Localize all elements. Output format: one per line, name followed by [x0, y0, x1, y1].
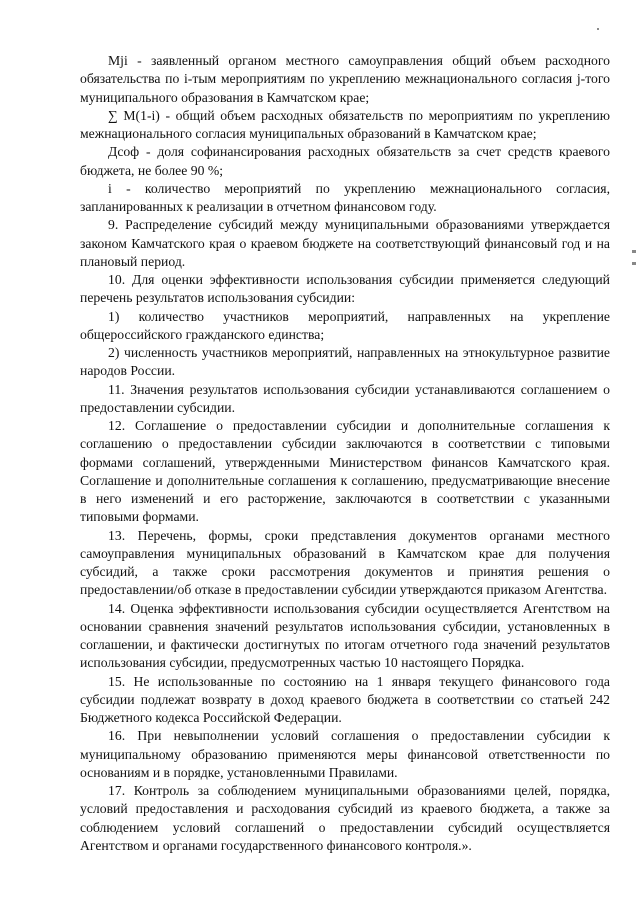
paragraph-12: 12. Соглашение о предоставлении субсидии и дополнительные соглашения к соглашению о предоставлении субсидии заключаются в соответствии с типовыми формами соглашений, утвержденными Министерством финансов Камчатского края. Соглашение и дополнительные соглашения к соглашению, предусматривающие внесение в него изменений и его расторжение, заключаются в соответствии с указанными типовыми формами. [80, 418, 610, 525]
paragraph-17: 17. Контроль за соблюдением муниципальными образованиями целей, порядка, условий предоставления и расходования субсидий из краевого бюджета, а также за соблюдением условий соглашений о предоставлении субсидий осуществляется Агентством и органами государственного финансового контроля.». [80, 783, 610, 853]
paragraph-i-count: i - количество мероприятий по укреплению межнационального согласия, запланированных к реализации в отчетном финансовом году. [80, 180, 610, 214]
paragraph-13: 13. Перечень, формы, сроки представления документов органами местного самоуправления муниципальных образований в Камчатском крае для получения субсидий, а также сроки рассмотрения документов и принятия решения о предоставлении/об отказе в предоставлении субсидии утверждаются приказом Агентства. [80, 527, 610, 598]
paragraph-16: 16. При невыполнении условий соглашения о предоставлении субсидии к муниципальному образованию применяются меры финансовой ответственности по основаниям и в порядке, установленными Правилами. [80, 728, 610, 780]
paragraph-10-item-2: 2) численность участников мероприятий, направленных на этнокультурное развитие народов России. [80, 345, 610, 379]
paragraph-10: 10. Для оценки эффективности использования субсидии применяется следующий перечень результатов использования субсидии: [80, 272, 610, 306]
scan-edge-mark [632, 250, 636, 253]
paragraph-9: 9. Распределение субсидий между муниципальными образованиями утверждается законом Камчатского края о краевом бюджете на соответствующий финансовый год и на плановый период. [80, 217, 610, 269]
paragraph-d-sof: Дсоф - доля софинансирования расходных обязательств за счет средств краевого бюджета, не более 90 %; [80, 144, 610, 178]
paragraph-15: 15. Не использованные по состоянию на 1 января текущего финансового года субсидии подлежат возврату в доход краевого бюджета в соответствии со статьей 242 Бюджетного кодекса Российской Федерации. [80, 673, 610, 725]
paragraph-10-item-1: 1) количество участников мероприятий, направленных на укрепление общероссийского гражданского единства; [80, 308, 610, 342]
paragraph-m-ji: Mji - заявленный органом местного самоуправления общий объем расходного обязательства по i-тым мероприятиям по укреплению межнационального согласия j-того муниципального образования в Камчатском крае; [80, 53, 610, 105]
paragraph-sum-m: ∑ M(1-i) - общий объем расходных обязательств по мероприятиям по укреплению межнационального согласия муниципальных образований в Камчатском крае; [80, 107, 610, 141]
scan-edge-mark [632, 262, 636, 265]
paragraph-14: 14. Оценка эффективности использования субсидии осуществляется Агентством на основании сравнения значений результатов использования субсидии, установленных в соглашении, и фактически достигнутых по итогам отчетного года значений результатов использования субсидии, предусмотренных частью 10 настоящего Порядка. [80, 600, 610, 671]
scan-speck [597, 28, 599, 30]
document-body [80, 52, 610, 855]
paragraph-11: 11. Значения результатов использования субсидии устанавливаются соглашением о предоставлении субсидии. [80, 381, 610, 415]
